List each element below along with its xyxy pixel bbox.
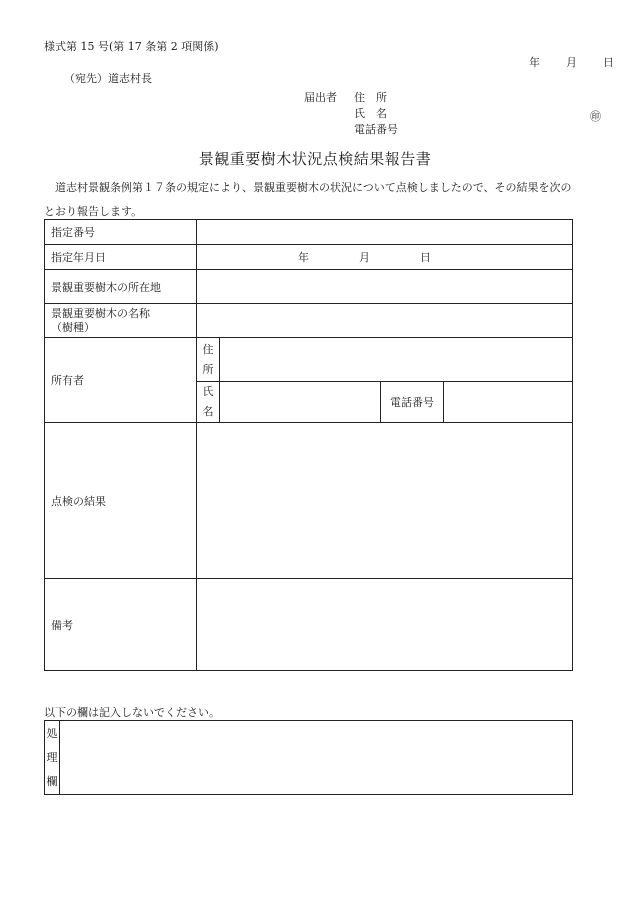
row-tree-name — [45, 304, 573, 338]
report-table — [44, 219, 573, 671]
tree-name-label — [45, 304, 197, 338]
row-remarks — [45, 579, 573, 671]
owner-address-label-1: 住 — [202, 342, 214, 356]
form-number: 様式第 15 号(第 17 条第 2 項関係) — [44, 40, 219, 53]
applicant-name-label: 氏 名 — [354, 107, 387, 120]
processing-label-2: 理 — [46, 750, 58, 764]
applicant-block — [304, 90, 398, 138]
designation-date-day: 日 — [420, 251, 431, 264]
applicant-address-label: 住 所 — [354, 91, 387, 104]
date-year-label: 年 — [529, 56, 540, 69]
tree-name-field[interactable] — [197, 304, 573, 338]
owner-name-field[interactable] — [220, 382, 381, 423]
processing-label-1: 処 — [46, 726, 58, 740]
owner-address-label-2: 所 — [202, 362, 214, 376]
processing-table — [44, 720, 573, 795]
processing-note: 以下の欄は記入しないでください。 — [44, 706, 220, 719]
applicant-label: 届出者 — [304, 91, 337, 104]
designation-number-label: 指定番号 — [45, 220, 197, 245]
designation-date-year: 年 — [298, 251, 309, 264]
remarks-label: 備考 — [45, 579, 197, 671]
location-label: 景観重要樹木の所在地 — [45, 270, 197, 304]
processing-label — [45, 721, 60, 795]
row-designation-number — [45, 220, 573, 245]
date-day-label: 日 — [603, 56, 614, 69]
designation-date-label: 指定年月日 — [45, 245, 197, 270]
designation-date-field[interactable] — [197, 245, 573, 270]
owner-phone-field[interactable] — [444, 382, 573, 423]
processing-label-3: 欄 — [46, 774, 58, 788]
applicant-phone-label: 電話番号 — [354, 123, 398, 136]
document-title: 景観重要樹木状況点検結果報告書 — [198, 150, 432, 168]
row-location — [45, 270, 573, 304]
inspection-result-field[interactable] — [197, 423, 573, 579]
intro-text: 道志村景観条例第１７条の規定により、景観重要樹木の状況について点検しましたので、その結果を次のとおり報告します。 — [44, 181, 572, 218]
row-designation-date — [45, 245, 573, 270]
seal-mark: ㊞ — [590, 110, 601, 123]
tree-name-label-line2: （樹種） — [51, 320, 95, 334]
row-processing — [45, 721, 573, 795]
remarks-field[interactable] — [197, 579, 573, 671]
owner-label: 所有者 — [45, 338, 197, 423]
location-field[interactable] — [197, 270, 573, 304]
owner-address-label — [197, 338, 220, 382]
tree-name-label-line1: 景観重要樹木の名称 — [51, 306, 150, 320]
designation-date-month: 月 — [359, 251, 370, 264]
designation-number-field[interactable] — [197, 220, 573, 245]
owner-name-label — [197, 382, 220, 423]
owner-name-label-2: 名 — [202, 405, 214, 418]
processing-field[interactable] — [60, 721, 573, 795]
submission-date — [529, 54, 614, 70]
date-month-label: 月 — [566, 56, 577, 69]
row-owner-address — [45, 338, 573, 382]
addressee: （宛先）道志村長 — [64, 72, 152, 85]
owner-phone-label: 電話番号 — [381, 382, 444, 423]
owner-address-field[interactable] — [220, 338, 573, 382]
owner-name-label-1: 氏 — [202, 385, 214, 398]
row-inspection-result — [45, 423, 573, 579]
inspection-result-label: 点検の結果 — [45, 423, 197, 579]
